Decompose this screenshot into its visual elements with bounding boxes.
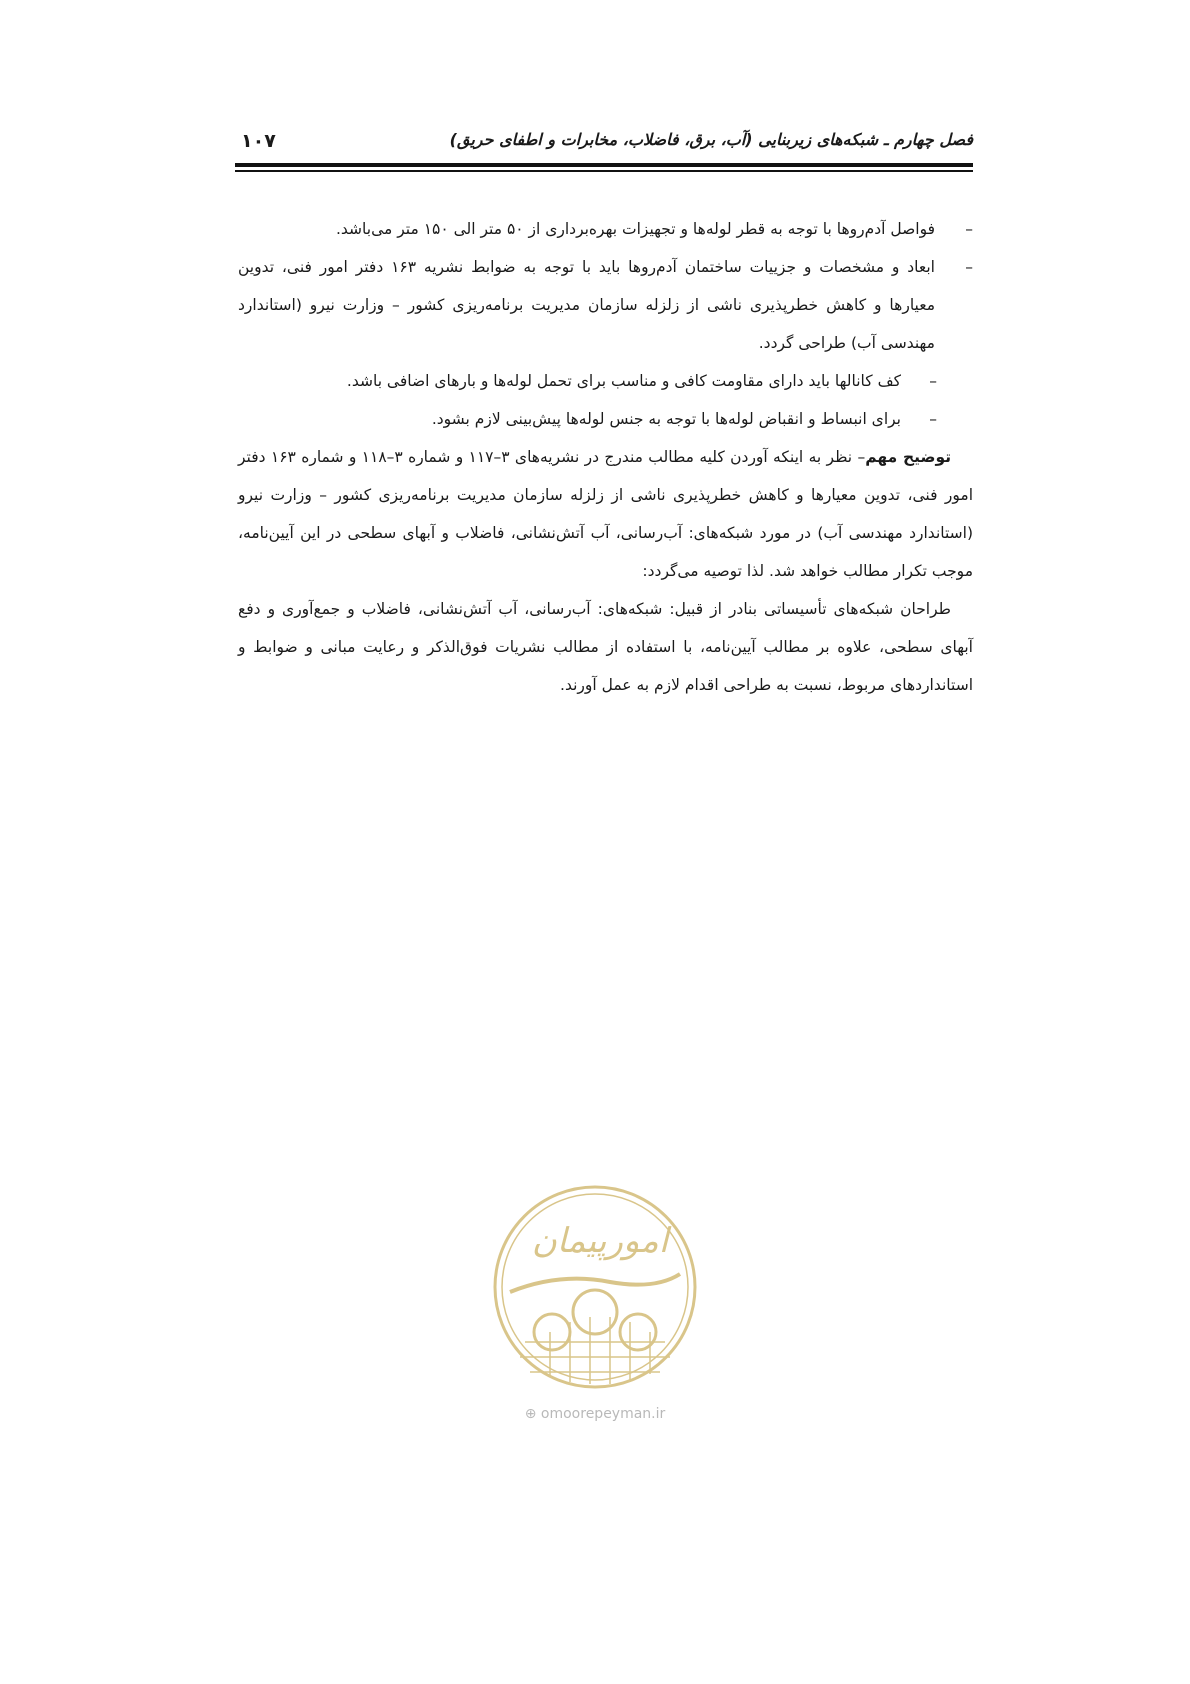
bullet-item bbox=[238, 210, 973, 248]
header-rule-thin bbox=[235, 170, 973, 172]
bullet-dash: – bbox=[965, 258, 973, 276]
important-note-label: توضیح مهم bbox=[865, 448, 952, 466]
watermark-seal bbox=[490, 1182, 700, 1392]
designers-paragraph: طراحان شبکه‌های تأسیساتی بنادر از قبیل: شبکه‌های: آب‌رسانی، آب آتش‌نشانی، فاضلاب و جمع‌آوری و دفع آبهای سطحی، علاوه بر مطالب آیین‌نامه، با استفاده از مطالب نشریات فوق‌الذکر و رعایت مبانی و ضوابط و استانداردهای مربوط، نسبت به طراحی اقدام لازم به عمل آورند. bbox=[238, 600, 973, 694]
globe-icon: ⊕ bbox=[524, 1406, 537, 1422]
bullet-text: کف کانالها باید دارای مقاومت کافی و مناسب برای تحمل لوله‌ها و بارهای اضافی باشد. bbox=[346, 372, 901, 390]
important-note-text: – نظر به اینکه آوردن کلیه مطالب مندرج در نشریه‌های ۳–۱۱۷ و شماره ۳–۱۱۸ و شماره ۱۶۳ دفتر امور فنی، تدوین معیارها و کاهش خطرپذیری ناشی از زلزله سازمان مدیریت برنامه‌ریزی کشور – وزارت نیرو (استاندارد مهندسی آب) در مورد شبکه‌های: آب‌رسانی، آب آتش‌نشانی، فاضلاب و آبهای سطحی در این آیین‌نامه، موجب تکرار مطالب خواهد شد. لذا توصیه می‌گردد: bbox=[238, 448, 973, 580]
bullet-text: فواصل آدم‌روها با توجه به قطر لوله‌ها و تجهیزات بهره‌برداری از ۵۰ متر الی ۱۵۰ متر می‌باشد. bbox=[335, 220, 935, 238]
bullet-item bbox=[238, 248, 973, 362]
bullet-dash: – bbox=[929, 410, 937, 428]
bullet-item bbox=[238, 400, 973, 438]
bullet-dash: – bbox=[965, 220, 973, 238]
important-note bbox=[238, 438, 973, 590]
chapter-title: فصل چهارم ـ شبکه‌های زیربنایی (آب، برق، فاضلاب، مخابرات و اطفای حریق) bbox=[449, 130, 973, 149]
bullet-text: ابعاد و مشخصات و جزییات ساختمان آدم‌روها باید با توجه به ضوابط نشریه ۱۶۳ دفتر امور فنی، تدوین معیارها و کاهش خطرپذیری ناشی از زلزله سازمان مدیریت برنامه‌ریزی کشور – وزارت نیرو (استاندارد مهندسی آب) طراحی گردد. bbox=[238, 258, 935, 352]
website-text: omoorepeyman.ir bbox=[540, 1406, 666, 1422]
header-rule-thick bbox=[235, 163, 973, 167]
page-number: ۱۰۷ bbox=[241, 130, 276, 152]
bullet-dash: – bbox=[929, 372, 937, 390]
bullet-item bbox=[238, 362, 973, 400]
page-body bbox=[238, 210, 973, 704]
bullet-text: برای انبساط و انقباض لوله‌ها با توجه به جنس لوله‌ها پیش‌بینی لازم بشود. bbox=[431, 410, 901, 428]
watermark-website bbox=[495, 1406, 695, 1422]
seal-text: امورپیمان bbox=[531, 1221, 669, 1261]
page-header bbox=[235, 122, 973, 162]
